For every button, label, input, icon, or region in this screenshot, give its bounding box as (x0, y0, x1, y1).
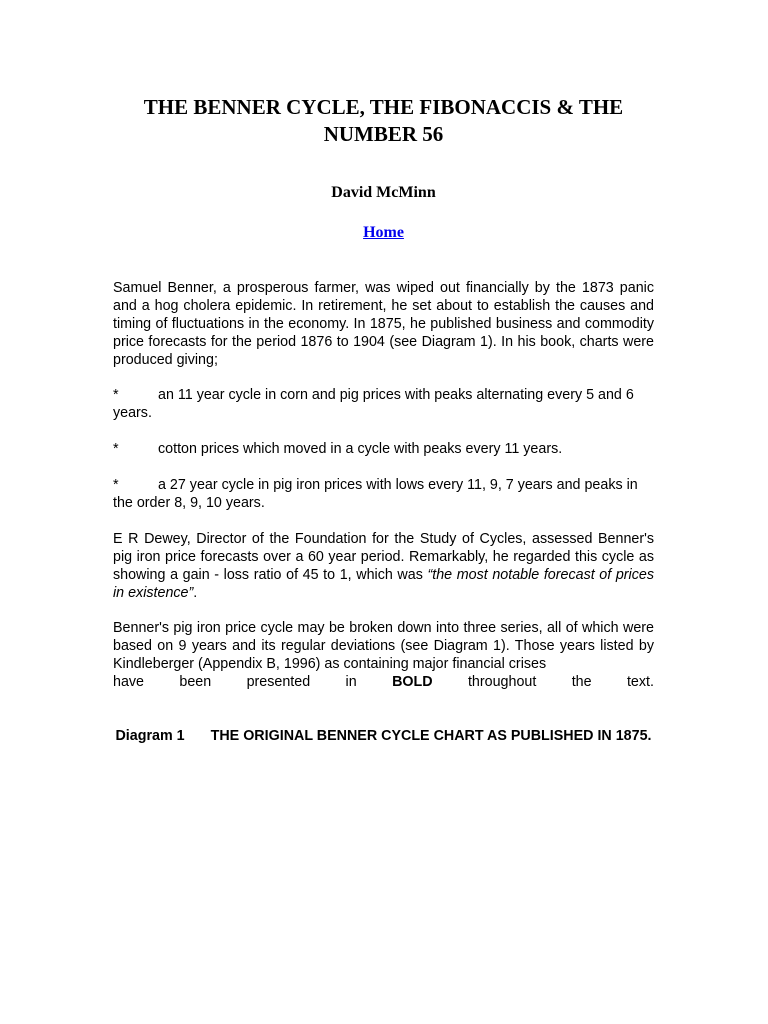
dewey-paragraph (113, 530, 654, 602)
series-word: throughout (467, 674, 537, 690)
dewey-end: . (193, 585, 198, 601)
series-word: text. (626, 674, 654, 690)
dewey-quote: “the most notable forecast of prices in existence” (113, 567, 654, 601)
bullet-item-cotton (113, 440, 654, 458)
series-word: been (179, 674, 212, 690)
bullet-text: a 27 year cycle in pig iron prices with lows every 11, 9, 7 years and peaks in the order 8, 9, 10 years. (113, 477, 638, 511)
bullet-item-pig-iron (113, 476, 654, 512)
bullet-item-corn-pig (113, 386, 654, 422)
home-link-container (113, 223, 654, 243)
document-title: THE BENNER CYCLE, THE FIBONACCIS & THE NUMBER 56 (143, 95, 624, 146)
bullet-marker: * (113, 387, 119, 403)
series-word: in (345, 674, 357, 690)
diagram-caption-text: THE ORIGINAL BENNER CYCLE CHART AS PUBLISHED IN 1875. (210, 728, 652, 744)
author-name: David McMinn (331, 184, 436, 201)
diagram-caption (113, 727, 654, 745)
bullet-marker: * (113, 477, 119, 493)
series-word: presented (246, 674, 311, 690)
bullet-text: an 11 year cycle in corn and pig prices with peaks alternating every 5 and 6 years. (113, 387, 634, 421)
home-link[interactable]: Home (363, 224, 404, 241)
diagram-label: Diagram 1 (115, 728, 185, 744)
series-text: Benner's pig iron price cycle may be broken down into three series, all of which were based on 9 years and its regular deviations (see Diagram 1). Those years listed by Kindleberger (Appendix B, 1996) as containing major financial crises (113, 620, 654, 672)
series-paragraph (113, 619, 654, 691)
series-word: have (113, 674, 145, 690)
dewey-text: E R Dewey, Director of the Foundation for the Study of Cycles, assessed Benner's pig iron price forecasts over a 60 year period. Remarkably, he regarded this cycle as showing a gain - loss ratio of 45 to 1, which was (113, 531, 654, 583)
intro-paragraph: Samuel Benner, a prosperous farmer, was wiped out financially by the 1873 panic and a hog cholera epidemic. In retirement, he set about to establish the causes and timing of fluctuations in the economy. In 1875, he published business and commodity price forecasts for the period 1876 to 1904 (see Diagram 1). In his book, charts were produced giving; (113, 280, 654, 368)
series-word-bold: BOLD (392, 674, 433, 690)
series-word: the (571, 674, 592, 690)
series-last-line (113, 673, 654, 691)
bullet-text: cotton prices which moved in a cycle with peaks every 11 years. (158, 441, 563, 457)
bullet-marker: * (113, 441, 119, 457)
